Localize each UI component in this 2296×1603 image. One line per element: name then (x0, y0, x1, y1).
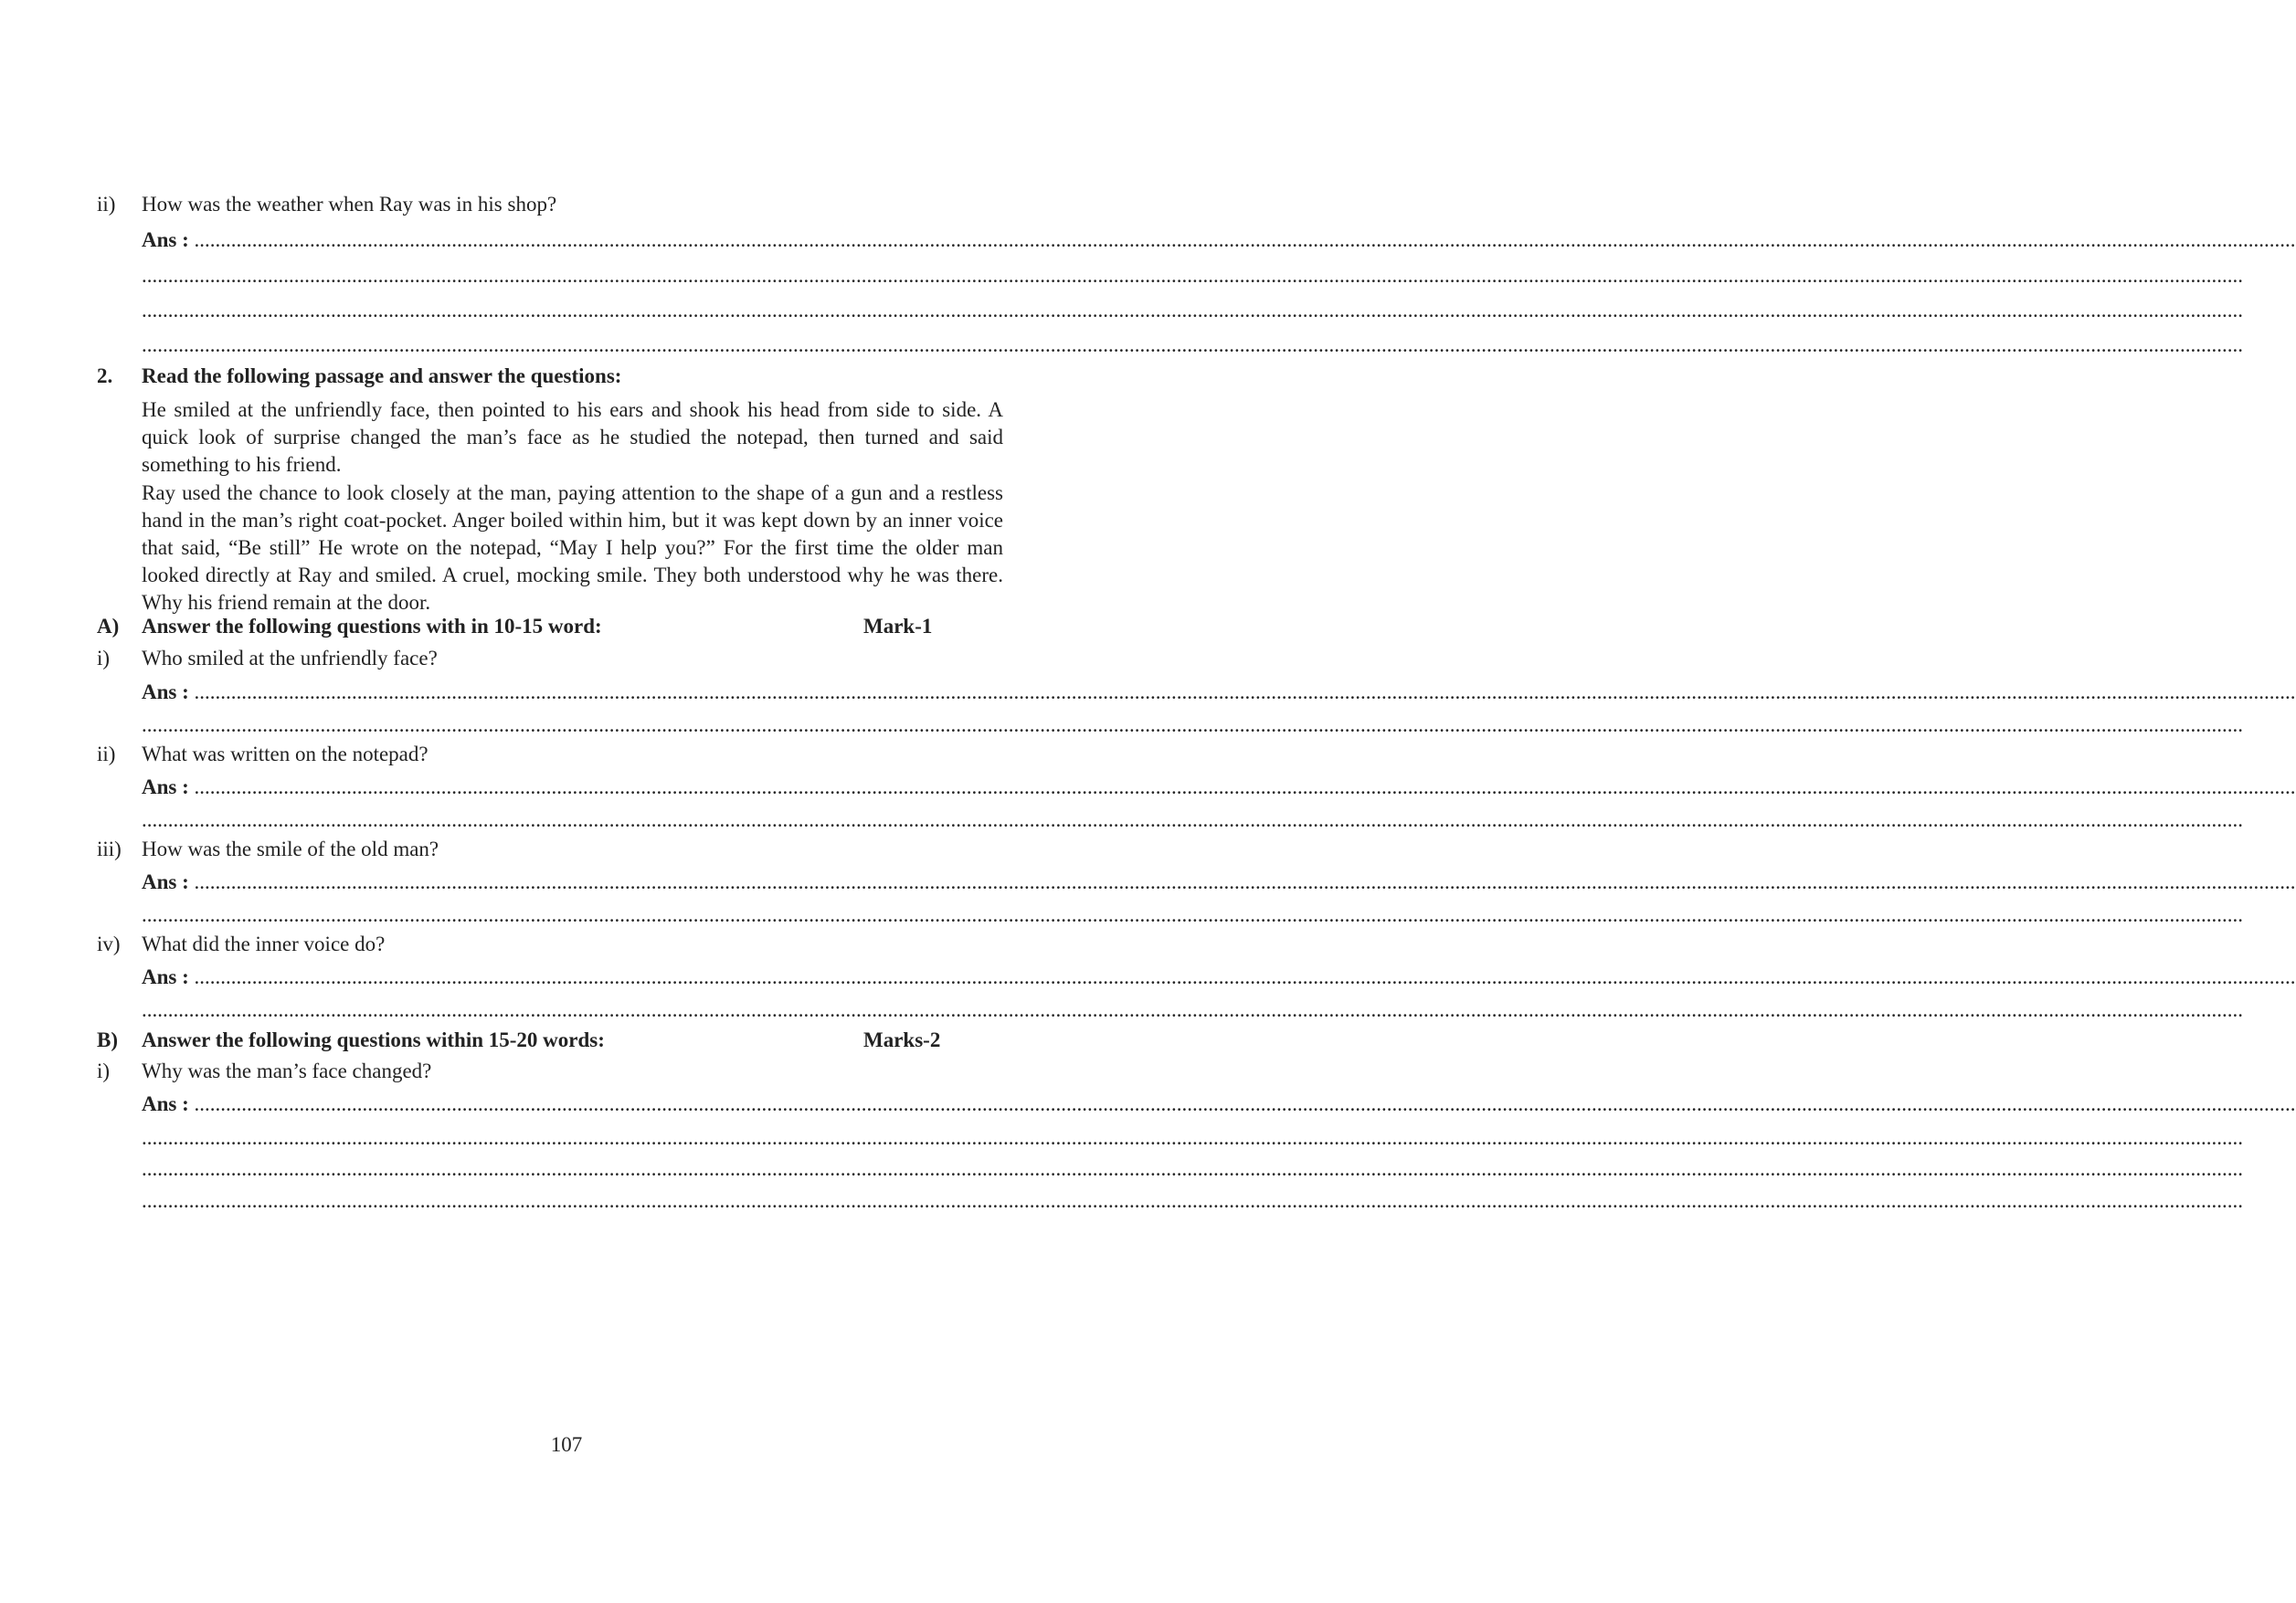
answer-line (142, 774, 2296, 801)
answer-line (142, 679, 2296, 706)
answer-line (142, 964, 2296, 991)
question-number: 2. (97, 364, 113, 387)
answer-label: Ans : (142, 1092, 189, 1115)
question-text: How was the smile of the old man? (142, 838, 439, 860)
answer-dots: ................................................................................................................................................................................................................................................................................................................................................................................................................ (194, 775, 2296, 798)
question-text: Why was the man’s face changed? (142, 1060, 432, 1082)
answer-dots: ................................................................................................................................................................................................................................................................................................................................................................................................................ (194, 870, 2296, 893)
marks-label: Mark-1 (863, 615, 933, 638)
answer-line-blank: ................................................................................................................................................................................................................................................................................................................................................................................................................ (142, 808, 2243, 831)
question-text: How was the weather when Ray was in his shop? (142, 193, 557, 216)
answer-line-blank: ................................................................................................................................................................................................................................................................................................................................................................................................................ (142, 333, 2243, 356)
section-number: A) (97, 615, 120, 638)
section-title: Answer the following questions with in 10-15 word: (142, 615, 602, 638)
passage-paragraph: He smiled at the unfriendly face, then pointed to his ears and shook his head from side to side. A quick look of surprise changed the man’s face as he studied the notepad, then turned and said something to his friend. (142, 398, 1003, 476)
question-number: iii) (97, 838, 122, 860)
answer-line (142, 1091, 2296, 1118)
question-number: iv) (97, 933, 121, 955)
answer-line-blank: ................................................................................................................................................................................................................................................................................................................................................................................................................ (142, 1189, 2243, 1212)
marks-label: Marks-2 (863, 1028, 941, 1051)
answer-line (142, 869, 2296, 896)
question-text: Who smiled at the unfriendly face? (142, 647, 438, 670)
answer-line-blank: ................................................................................................................................................................................................................................................................................................................................................................................................................ (142, 299, 2243, 322)
answer-line-blank: ................................................................................................................................................................................................................................................................................................................................................................................................................ (142, 1126, 2243, 1149)
page-number: 107 (550, 1433, 583, 1456)
answer-line-blank: ................................................................................................................................................................................................................................................................................................................................................................................................................ (142, 264, 2243, 287)
question-number: i) (97, 647, 111, 670)
answer-label: Ans : (142, 680, 189, 703)
section-number: B) (97, 1028, 118, 1051)
answer-line-blank: ................................................................................................................................................................................................................................................................................................................................................................................................................ (142, 713, 2243, 736)
question-number: ii) (97, 193, 116, 216)
answer-dots: ................................................................................................................................................................................................................................................................................................................................................................................................................ (194, 228, 2296, 251)
answer-line-blank: ................................................................................................................................................................................................................................................................................................................................................................................................................ (142, 903, 2243, 926)
question-text: What did the inner voice do? (142, 933, 386, 955)
answer-line-blank: ................................................................................................................................................................................................................................................................................................................................................................................................................ (142, 1157, 2243, 1180)
section-title: Read the following passage and answer the questions: (142, 364, 622, 387)
question-text: What was written on the notepad? (142, 743, 429, 765)
answer-label: Ans : (142, 228, 189, 251)
question-number: i) (97, 1060, 111, 1082)
answer-line (142, 227, 2296, 254)
section-title: Answer the following questions within 15-20 words: (142, 1028, 605, 1051)
answer-label: Ans : (142, 870, 189, 893)
answer-dots: ................................................................................................................................................................................................................................................................................................................................................................................................................ (194, 680, 2296, 703)
answer-dots: ................................................................................................................................................................................................................................................................................................................................................................................................................ (194, 965, 2296, 988)
answer-line-blank: ................................................................................................................................................................................................................................................................................................................................................................................................................ (142, 998, 2243, 1021)
question-number: ii) (97, 743, 116, 765)
answer-label: Ans : (142, 965, 189, 988)
passage-paragraph: Ray used the chance to look closely at the man, paying attention to the shape of a gun and a restless hand in the man’s right coat-pocket. Anger boiled within him, but it was kept down by an inner voice that said, “Be still” He wrote on the notepad, “May I help you?” For the first time the older man looked directly at Ray and smiled. A cruel, mocking smile. They both understood why he was there. Why his friend remain at the door. (142, 481, 1003, 614)
answer-dots: ................................................................................................................................................................................................................................................................................................................................................................................................................ (194, 1092, 2296, 1115)
answer-label: Ans : (142, 775, 189, 798)
